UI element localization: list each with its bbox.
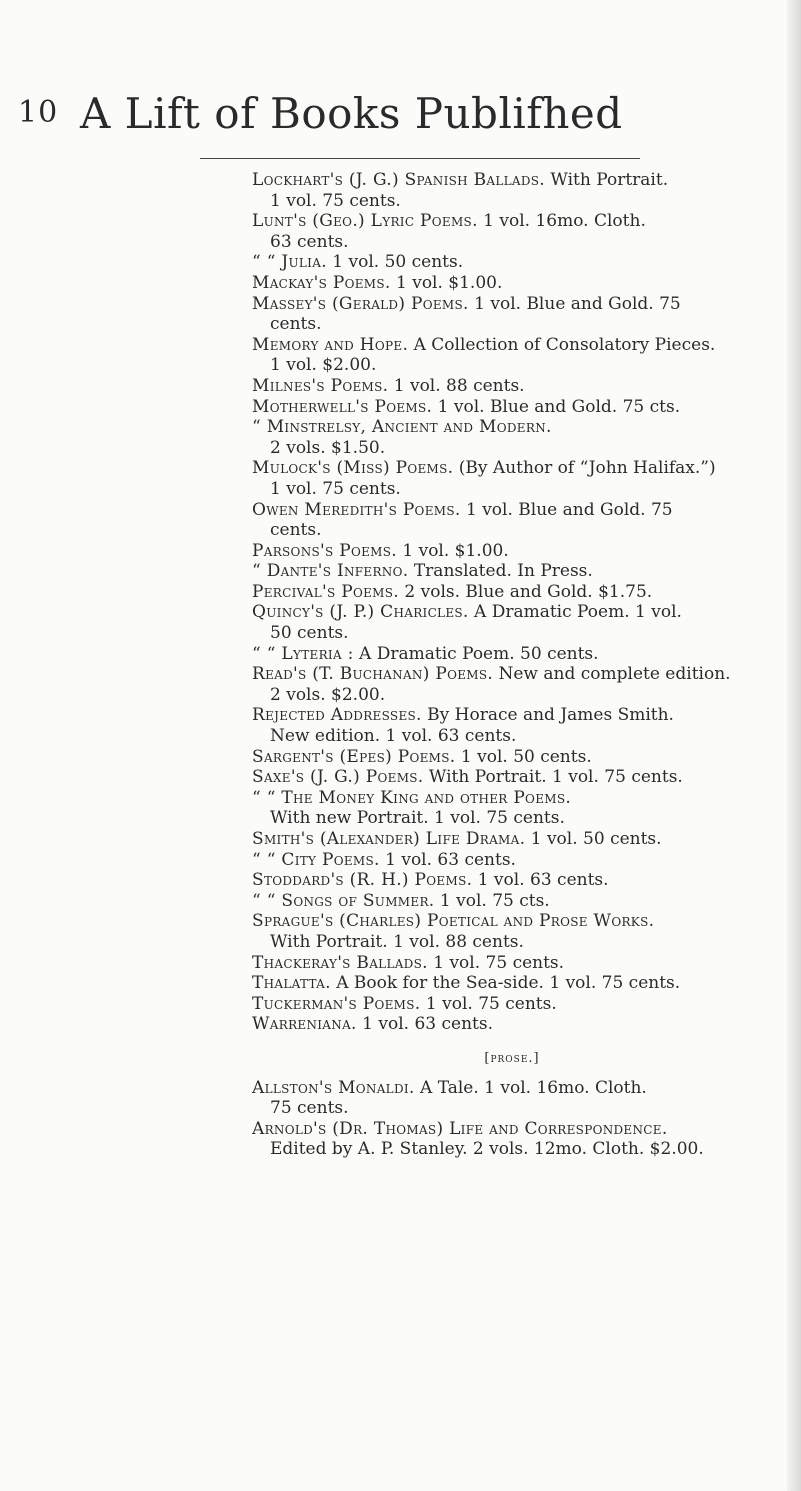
book-title: Memory and Hope. [252,334,409,355]
book-details-continued: cents. [270,520,322,541]
book-entry [252,664,772,705]
book-title: Parsons's Poems. [252,540,397,561]
book-entry [252,211,772,252]
book-details: 1 vol. 63 cents. [379,849,516,870]
book-details-continued: 63 cents. [270,231,349,252]
book-details: New and complete edition. [493,664,731,685]
book-details-continued: 1 vol. $2.00. [270,355,377,376]
book-entry [252,644,772,665]
book-entry [252,973,772,994]
book-entry [252,994,772,1015]
book-title: Saxe's (J. G.) Poems. [252,767,424,788]
book-entry [252,252,772,273]
book-title: Mulock's (Miss) Poems. [252,458,454,479]
running-title: A Lift of Books Publifhed [80,89,623,138]
book-entry [252,911,772,952]
book-details-continued: 1 vol. 75 cents. [270,478,401,499]
book-entry [252,953,772,974]
book-details: A Book for the Sea-side. 1 vol. 75 cents. [330,973,681,994]
book-title: Mackay's Poems. [252,272,391,293]
page-number: 10 [18,95,59,130]
book-details-continued: cents. [270,314,322,335]
book-entry [252,747,772,768]
book-entry [252,458,772,499]
book-entry [252,397,772,418]
book-details-continued: 50 cents. [270,623,349,644]
book-entry [252,891,772,912]
book-title: Smith's (Alexander) Life Drama. [252,829,526,849]
book-title: Allston's Monaldi. [252,1077,415,1098]
book-entry [252,376,772,397]
book-details: 1 vol. Blue and Gold. 75 [468,293,681,314]
book-title: “ “ City Poems. [252,849,380,870]
book-details: 2 vols. Blue and Gold. $1.75. [399,581,653,602]
book-list [252,170,772,1160]
book-title: Arnold's (Dr. Thomas) Life and Correspondence. [252,1118,668,1139]
book-details-continued: 2 vols. $2.00. [270,684,386,705]
book-entry [252,417,772,458]
section-label-prose: [prose.] [484,1050,540,1066]
book-title: “ “ The Money King and other Poems. [252,787,572,808]
book-title: Thalatta. [252,973,331,994]
book-details: 1 vol. 50 cents. [326,252,464,273]
book-title: Lockhart's (J. G.) Spanish Ballads. [252,170,546,190]
book-details: 1 vol. $1.00. [390,272,503,293]
book-entry [252,582,772,603]
book-details: 1 vol. 16mo. Cloth. [477,211,646,232]
book-title: Milnes's Poems. [252,375,389,396]
book-entry [252,850,772,871]
book-title: Percival's Poems. [252,581,399,602]
book-details-continued: New edition. 1 vol. 63 cents. [270,726,517,747]
book-details: Translated. In Press. [408,561,593,582]
book-entry [252,335,772,376]
book-details: With Portrait. 1 vol. 75 cents. [423,767,683,788]
book-title: Read's (T. Buchanan) Poems. [252,664,494,685]
book-details-continued: 75 cents. [270,1098,349,1119]
book-details: 1 vol. 63 cents. [356,1014,493,1035]
book-entry [252,273,772,294]
book-entry [252,541,772,562]
page-edge [787,0,801,1491]
book-title: Sprague's (Charles) Poetical and Prose Works. [252,911,655,932]
book-details-continued: Edited by A. P. Stanley. 2 vols. 12mo. Cloth. $2.00. [270,1139,704,1160]
book-title: “ “ Songs of Summer. [252,890,435,911]
book-details: A Dramatic Poem. 1 vol. [468,602,682,623]
book-details: A Dramatic Poem. 50 cents. [353,643,599,664]
book-title: “ “ Julia. [252,252,327,273]
header-rule [200,158,640,159]
book-entry [252,1014,772,1035]
book-title: Sargent's (Epes) Poems. [252,746,456,767]
book-details: 1 vol. 50 cents. [455,746,592,767]
book-title: Warreniana. [252,1014,357,1035]
book-entry [252,767,772,788]
book-entry [252,561,772,582]
book-entry [252,500,772,541]
book-details: 1 vol. 75 cents. [427,952,565,973]
book-details: 1 vol. 63 cents. [472,870,609,891]
book-entry [252,829,772,850]
book-details: 1 vol. 75 cts. [434,890,550,911]
book-details: By Horace and James Smith. [421,705,674,726]
book-entry [252,170,772,211]
book-title: Massey's (Gerald) Poems. [252,293,469,314]
book-details: 1 vol. Blue and Gold. 75 cts. [432,396,681,417]
book-title: “ Dante's Inferno. [252,561,409,582]
book-details-continued: With Portrait. 1 vol. 88 cents. [270,931,524,952]
book-title: Rejected Addresses. [252,705,422,726]
book-title: Motherwell's Poems. [252,396,433,417]
book-entry [252,602,772,643]
book-entry [252,294,772,335]
book-details: 1 vol. 88 cents. [388,375,525,396]
book-details: 1 vol. Blue and Gold. 75 [460,499,673,520]
book-title: “ “ Lyteria : [252,643,354,664]
book-title: Stoddard's (R. H.) Poems. [252,870,473,891]
book-details: 1 vol. $1.00. [396,540,509,561]
book-title: Tuckerman's Poems. [252,993,421,1014]
book-details: 1 vol. 50 cents. [525,829,662,849]
book-entry [252,788,772,829]
book-title: “ Minstrelsy, Ancient and Modern. [252,417,552,438]
book-details: (By Author of “John Halifax.”) [453,458,716,479]
book-title: Owen Meredith's Poems. [252,499,461,520]
book-details-continued: 1 vol. 75 cents. [270,190,401,211]
book-entry [252,1119,772,1160]
book-title: Lunt's (Geo.) Lyric Poems. [252,211,478,232]
book-title: Thackeray's Ballads. [252,952,428,973]
book-entry [252,705,772,746]
book-details: With Portrait. [545,170,669,190]
book-details-continued: With new Portrait. 1 vol. 75 cents. [270,808,565,829]
book-details-continued: 2 vols. $1.50. [270,437,386,458]
book-details: A Tale. 1 vol. 16mo. Cloth. [414,1077,647,1098]
book-details: A Collection of Consolatory Pieces. [408,334,716,355]
book-title: Quincy's (J. P.) Charicles. [252,602,469,623]
book-details: 1 vol. 75 cents. [420,993,557,1014]
book-entry [252,1078,772,1119]
book-entry [252,870,772,891]
